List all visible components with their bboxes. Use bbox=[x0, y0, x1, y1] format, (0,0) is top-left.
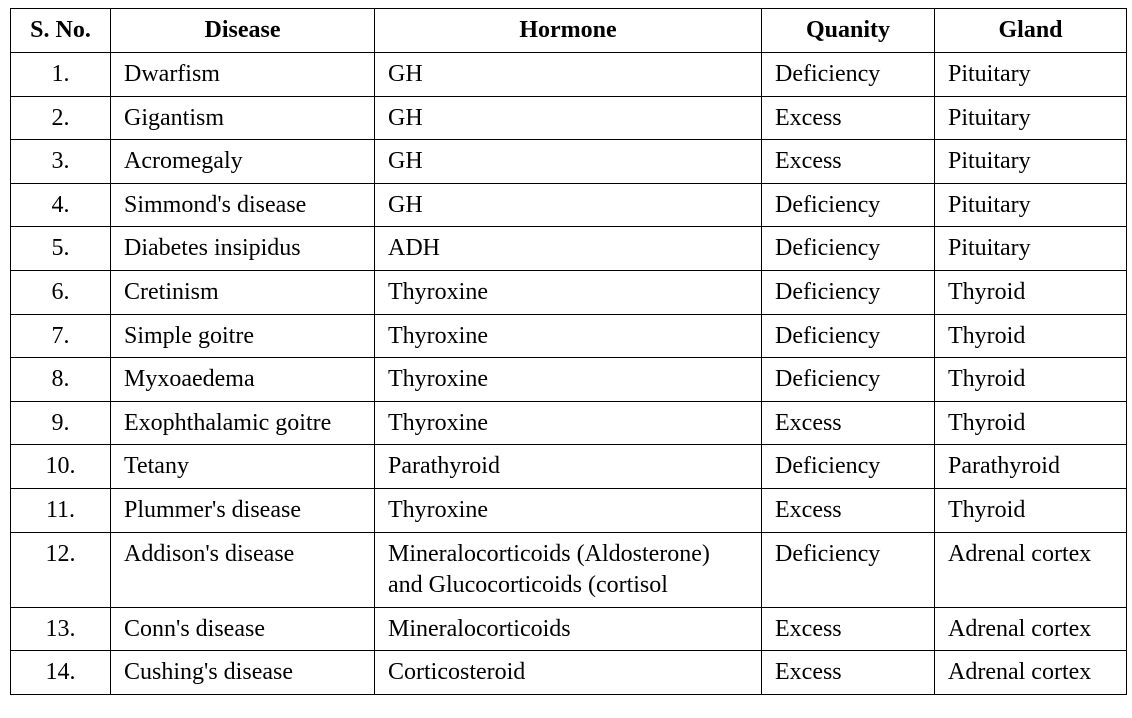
cell-gland: Pituitary bbox=[935, 140, 1127, 184]
cell-hormone-line-1: Mineralocorticoids (Aldosterone) bbox=[388, 540, 710, 567]
cell-hormone: Parathyroid bbox=[375, 445, 762, 489]
cell-disease: Simmond's disease bbox=[111, 183, 375, 227]
cell-sno: 6. bbox=[11, 270, 111, 314]
cell-quantity: Deficiency bbox=[762, 270, 935, 314]
table-row bbox=[11, 140, 1127, 184]
cell-sno: 12. bbox=[11, 532, 111, 607]
cell-gland: Parathyroid bbox=[935, 445, 1127, 489]
table-row bbox=[11, 358, 1127, 402]
cell-hormone: GH bbox=[375, 96, 762, 140]
header-disease: Disease bbox=[111, 9, 375, 53]
cell-disease: Tetany bbox=[111, 445, 375, 489]
cell-sno: 14. bbox=[11, 651, 111, 695]
cell-hormone: GH bbox=[375, 140, 762, 184]
cell-sno: 3. bbox=[11, 140, 111, 184]
cell-hormone: Mineralocorticoids bbox=[375, 607, 762, 651]
cell-sno: 2. bbox=[11, 96, 111, 140]
cell-sno: 11. bbox=[11, 488, 111, 532]
cell-quantity: Excess bbox=[762, 488, 935, 532]
table-row bbox=[11, 488, 1127, 532]
cell-sno: 7. bbox=[11, 314, 111, 358]
header-hormone: Hormone bbox=[375, 9, 762, 53]
cell-gland: Adrenal cortex bbox=[935, 607, 1127, 651]
cell-quantity: Deficiency bbox=[762, 314, 935, 358]
cell-disease: Simple goitre bbox=[111, 314, 375, 358]
cell-sno: 5. bbox=[11, 227, 111, 271]
cell-disease: Diabetes insipidus bbox=[111, 227, 375, 271]
cell-disease: Cretinism bbox=[111, 270, 375, 314]
cell-quantity: Excess bbox=[762, 96, 935, 140]
cell-gland: Pituitary bbox=[935, 53, 1127, 97]
cell-quantity: Excess bbox=[762, 401, 935, 445]
table-row bbox=[11, 532, 1127, 607]
cell-disease: Dwarfism bbox=[111, 53, 375, 97]
cell-disease: Addison's disease bbox=[111, 532, 375, 607]
table-row bbox=[11, 651, 1127, 695]
header-quantity: Quanity bbox=[762, 9, 935, 53]
cell-disease: Plummer's disease bbox=[111, 488, 375, 532]
cell-sno: 1. bbox=[11, 53, 111, 97]
cell-gland: Thyroid bbox=[935, 270, 1127, 314]
cell-disease: Acromegaly bbox=[111, 140, 375, 184]
cell-quantity: Excess bbox=[762, 651, 935, 695]
cell-gland: Thyroid bbox=[935, 401, 1127, 445]
cell-disease: Exophthalamic goitre bbox=[111, 401, 375, 445]
cell-gland: Pituitary bbox=[935, 96, 1127, 140]
cell-hormone: Thyroxine bbox=[375, 488, 762, 532]
disease-hormone-table bbox=[10, 8, 1127, 695]
cell-hormone: Corticosteroid bbox=[375, 651, 762, 695]
table-row bbox=[11, 53, 1127, 97]
cell-disease: Myxoaedema bbox=[111, 358, 375, 402]
cell-sno: 8. bbox=[11, 358, 111, 402]
header-gland: Gland bbox=[935, 9, 1127, 53]
cell-hormone: GH bbox=[375, 183, 762, 227]
header-sno: S. No. bbox=[11, 9, 111, 53]
cell-hormone: ADH bbox=[375, 227, 762, 271]
cell-disease: Gigantism bbox=[111, 96, 375, 140]
cell-gland: Pituitary bbox=[935, 183, 1127, 227]
cell-quantity: Deficiency bbox=[762, 227, 935, 271]
cell-hormone: GH bbox=[375, 53, 762, 97]
cell-hormone: Thyroxine bbox=[375, 401, 762, 445]
cell-quantity: Excess bbox=[762, 607, 935, 651]
table-row bbox=[11, 314, 1127, 358]
cell-sno: 10. bbox=[11, 445, 111, 489]
cell-hormone bbox=[375, 532, 762, 607]
cell-gland: Thyroid bbox=[935, 488, 1127, 532]
cell-hormone-line-2: and Glucocorticoids (cortisol bbox=[388, 571, 668, 598]
cell-quantity: Deficiency bbox=[762, 358, 935, 402]
cell-disease: Conn's disease bbox=[111, 607, 375, 651]
cell-quantity: Deficiency bbox=[762, 53, 935, 97]
table-row bbox=[11, 270, 1127, 314]
table-row bbox=[11, 401, 1127, 445]
cell-quantity: Deficiency bbox=[762, 532, 935, 607]
cell-sno: 13. bbox=[11, 607, 111, 651]
table-row bbox=[11, 96, 1127, 140]
cell-sno: 4. bbox=[11, 183, 111, 227]
cell-gland: Pituitary bbox=[935, 227, 1127, 271]
cell-hormone: Thyroxine bbox=[375, 270, 762, 314]
cell-quantity: Deficiency bbox=[762, 445, 935, 489]
cell-gland: Adrenal cortex bbox=[935, 651, 1127, 695]
table-row bbox=[11, 227, 1127, 271]
table-row bbox=[11, 183, 1127, 227]
cell-quantity: Excess bbox=[762, 140, 935, 184]
cell-sno: 9. bbox=[11, 401, 111, 445]
cell-gland: Thyroid bbox=[935, 314, 1127, 358]
cell-disease: Cushing's disease bbox=[111, 651, 375, 695]
cell-quantity: Deficiency bbox=[762, 183, 935, 227]
table-row bbox=[11, 445, 1127, 489]
cell-gland: Thyroid bbox=[935, 358, 1127, 402]
table-header-row bbox=[11, 9, 1127, 53]
table-row bbox=[11, 607, 1127, 651]
cell-hormone: Thyroxine bbox=[375, 314, 762, 358]
cell-hormone: Thyroxine bbox=[375, 358, 762, 402]
cell-gland: Adrenal cortex bbox=[935, 532, 1127, 607]
